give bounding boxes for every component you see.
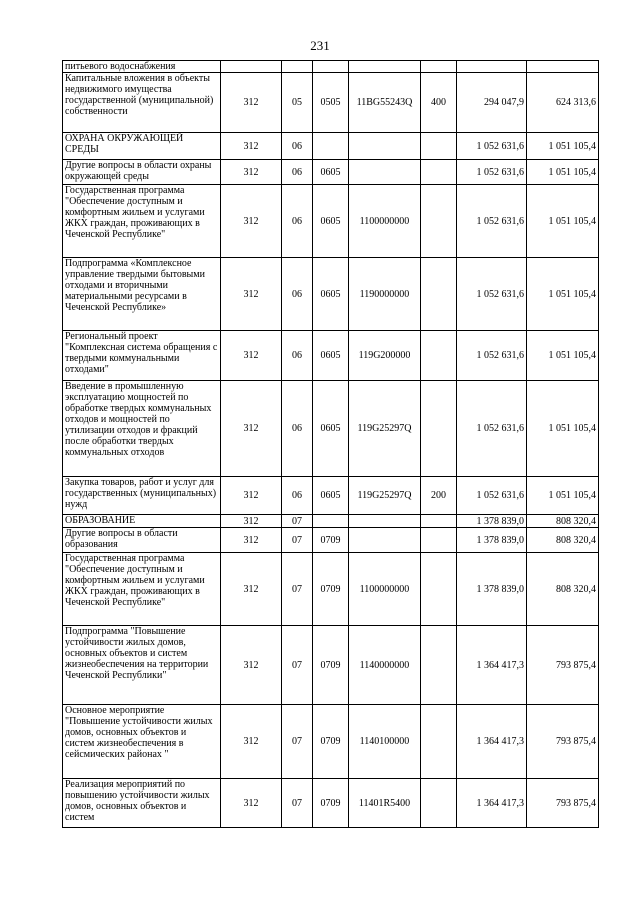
target-article-cell: 1100000000 xyxy=(349,553,421,626)
row-name-cell: Другие вопросы в области охраны окружающей среды xyxy=(63,160,221,185)
ministry-code-cell: 312 xyxy=(221,73,282,133)
table-row xyxy=(63,626,599,705)
ministry-code-cell: 312 xyxy=(221,160,282,185)
amount-year2-cell: 1 051 105,4 xyxy=(527,160,599,185)
target-article-cell xyxy=(349,515,421,528)
ministry-code-cell: 312 xyxy=(221,258,282,331)
ministry-code-cell xyxy=(221,61,282,73)
ministry-code-cell: 312 xyxy=(221,381,282,477)
amount-year1-cell: 1 364 417,3 xyxy=(457,705,527,779)
target-article-cell xyxy=(349,133,421,160)
table-row xyxy=(63,133,599,160)
target-article-cell: 1140000000 xyxy=(349,626,421,705)
ministry-code-cell: 312 xyxy=(221,133,282,160)
ministry-code-cell: 312 xyxy=(221,185,282,258)
target-article-cell: 11401R5400 xyxy=(349,779,421,828)
subsection-code-cell: 0709 xyxy=(313,705,349,779)
target-article-cell: 11BG55243Q xyxy=(349,73,421,133)
row-name-cell: Подпрограмма «Комплексное управление твердыми бытовыми отходами и вторичными материальными ресурсами в Чеченской Республике» xyxy=(63,258,221,331)
ministry-code-cell: 312 xyxy=(221,705,282,779)
ministry-code-cell: 312 xyxy=(221,553,282,626)
ministry-code-cell: 312 xyxy=(221,528,282,553)
table-row xyxy=(63,381,599,477)
table-row xyxy=(63,160,599,185)
budget-table xyxy=(62,60,599,828)
expense-type-cell xyxy=(421,528,457,553)
expense-type-cell xyxy=(421,258,457,331)
expense-type-cell xyxy=(421,553,457,626)
subsection-code-cell xyxy=(313,515,349,528)
amount-year2-cell: 1 051 105,4 xyxy=(527,258,599,331)
section-code-cell: 05 xyxy=(282,73,313,133)
amount-year1-cell: 1 052 631,6 xyxy=(457,381,527,477)
amount-year2-cell: 1 051 105,4 xyxy=(527,381,599,477)
table-row xyxy=(63,779,599,828)
table-row xyxy=(63,185,599,258)
section-code-cell: 07 xyxy=(282,528,313,553)
ministry-code-cell: 312 xyxy=(221,779,282,828)
amount-year1-cell: 1 052 631,6 xyxy=(457,258,527,331)
section-code-cell: 07 xyxy=(282,626,313,705)
table-row xyxy=(63,331,599,381)
section-code-cell: 07 xyxy=(282,779,313,828)
table-row xyxy=(63,477,599,515)
subsection-code-cell: 0505 xyxy=(313,73,349,133)
amount-year1-cell: 1 052 631,6 xyxy=(457,185,527,258)
subsection-code-cell: 0605 xyxy=(313,185,349,258)
target-article-cell: 1100000000 xyxy=(349,185,421,258)
amount-year2-cell xyxy=(527,61,599,73)
subsection-code-cell xyxy=(313,61,349,73)
section-code-cell: 06 xyxy=(282,331,313,381)
amount-year1-cell: 1 378 839,0 xyxy=(457,528,527,553)
amount-year1-cell: 1 052 631,6 xyxy=(457,477,527,515)
row-name-cell: Подпрограмма "Повышение устойчивости жилых домов, основных объектов и систем жизнеобеспечения на территории Чеченской Республики" xyxy=(63,626,221,705)
target-article-cell xyxy=(349,160,421,185)
table-row xyxy=(63,515,599,528)
amount-year1-cell: 1 378 839,0 xyxy=(457,515,527,528)
table-row xyxy=(63,258,599,331)
expense-type-cell: 200 xyxy=(421,477,457,515)
row-name-cell: Закупка товаров, работ и услуг для государственных (муниципальных) нужд xyxy=(63,477,221,515)
expense-type-cell xyxy=(421,133,457,160)
amount-year1-cell: 1 364 417,3 xyxy=(457,779,527,828)
subsection-code-cell: 0605 xyxy=(313,331,349,381)
row-name-cell: Государственная программа "Обеспечение доступным и комфортным жильем и услугами ЖКХ граждан, проживающих в Чеченской Республике" xyxy=(63,553,221,626)
row-name-cell: Реализация мероприятий по повышению устойчивости жилых домов, основных объектов и систем xyxy=(63,779,221,828)
target-article-cell: 1140100000 xyxy=(349,705,421,779)
section-code-cell: 07 xyxy=(282,515,313,528)
table-row xyxy=(63,528,599,553)
target-article-cell xyxy=(349,61,421,73)
section-code-cell: 06 xyxy=(282,185,313,258)
row-name-cell: питьевого водоснабжения xyxy=(63,61,221,73)
row-name-cell: ОБРАЗОВАНИЕ xyxy=(63,515,221,528)
table-row xyxy=(63,705,599,779)
ministry-code-cell: 312 xyxy=(221,626,282,705)
amount-year1-cell: 1 052 631,6 xyxy=(457,160,527,185)
section-code-cell: 06 xyxy=(282,381,313,477)
amount-year1-cell: 294 047,9 xyxy=(457,73,527,133)
amount-year2-cell: 793 875,4 xyxy=(527,705,599,779)
amount-year2-cell: 1 051 105,4 xyxy=(527,185,599,258)
page-number: 231 xyxy=(310,38,330,53)
amount-year1-cell: 1 052 631,6 xyxy=(457,133,527,160)
section-code-cell xyxy=(282,61,313,73)
expense-type-cell xyxy=(421,515,457,528)
amount-year2-cell: 793 875,4 xyxy=(527,626,599,705)
amount-year2-cell: 793 875,4 xyxy=(527,779,599,828)
amount-year1-cell: 1 364 417,3 xyxy=(457,626,527,705)
section-code-cell: 06 xyxy=(282,133,313,160)
amount-year2-cell: 808 320,4 xyxy=(527,515,599,528)
expense-type-cell xyxy=(421,185,457,258)
ministry-code-cell: 312 xyxy=(221,331,282,381)
amount-year2-cell: 1 051 105,4 xyxy=(527,331,599,381)
expense-type-cell xyxy=(421,705,457,779)
row-name-cell: ОХРАНА ОКРУЖАЮЩЕЙ СРЕДЫ xyxy=(63,133,221,160)
section-code-cell: 07 xyxy=(282,553,313,626)
target-article-cell xyxy=(349,528,421,553)
subsection-code-cell: 0709 xyxy=(313,626,349,705)
amount-year2-cell: 808 320,4 xyxy=(527,553,599,626)
expense-type-cell xyxy=(421,331,457,381)
subsection-code-cell: 0709 xyxy=(313,528,349,553)
expense-type-cell: 400 xyxy=(421,73,457,133)
expense-type-cell xyxy=(421,381,457,477)
expense-type-cell xyxy=(421,626,457,705)
row-name-cell: Основное мероприятие "Повышение устойчивости жилых домов, основных объектов и систем жизнеобеспечения в сейсмических районах " xyxy=(63,705,221,779)
amount-year2-cell: 1 051 105,4 xyxy=(527,133,599,160)
amount-year2-cell: 1 051 105,4 xyxy=(527,477,599,515)
section-code-cell: 06 xyxy=(282,477,313,515)
amount-year1-cell: 1 378 839,0 xyxy=(457,553,527,626)
subsection-code-cell xyxy=(313,133,349,160)
expense-type-cell xyxy=(421,61,457,73)
table-row xyxy=(63,73,599,133)
subsection-code-cell: 0605 xyxy=(313,477,349,515)
table-row xyxy=(63,553,599,626)
target-article-cell: 119G25297Q xyxy=(349,381,421,477)
target-article-cell: 119G25297Q xyxy=(349,477,421,515)
table-row xyxy=(63,61,599,73)
subsection-code-cell: 0709 xyxy=(313,553,349,626)
row-name-cell: Другие вопросы в области образования xyxy=(63,528,221,553)
row-name-cell: Введение в промышленную эксплуатацию мощностей по обработке твердых коммунальных отходов и мощностей по утилизации отходов и фракций после обработки твердых коммунальных отходов xyxy=(63,381,221,477)
subsection-code-cell: 0709 xyxy=(313,779,349,828)
table-body xyxy=(63,61,599,828)
subsection-code-cell: 0605 xyxy=(313,381,349,477)
amount-year2-cell: 624 313,6 xyxy=(527,73,599,133)
expense-type-cell xyxy=(421,779,457,828)
amount-year2-cell: 808 320,4 xyxy=(527,528,599,553)
ministry-code-cell: 312 xyxy=(221,477,282,515)
subsection-code-cell: 0605 xyxy=(313,160,349,185)
section-code-cell: 06 xyxy=(282,258,313,331)
section-code-cell: 06 xyxy=(282,160,313,185)
expense-type-cell xyxy=(421,160,457,185)
row-name-cell: Региональный проект "Комплексная система обращения с твердыми коммунальными отходами" xyxy=(63,331,221,381)
ministry-code-cell: 312 xyxy=(221,515,282,528)
amount-year1-cell xyxy=(457,61,527,73)
target-article-cell: 119G200000 xyxy=(349,331,421,381)
row-name-cell: Капитальные вложения в объекты недвижимого имущества государственной (муниципальной) собственности xyxy=(63,73,221,133)
row-name-cell: Государственная программа "Обеспечение доступным и комфортным жильем и услугами ЖКХ граждан, проживающих в Чеченской Республике" xyxy=(63,185,221,258)
amount-year1-cell: 1 052 631,6 xyxy=(457,331,527,381)
target-article-cell: 1190000000 xyxy=(349,258,421,331)
section-code-cell: 07 xyxy=(282,705,313,779)
subsection-code-cell: 0605 xyxy=(313,258,349,331)
